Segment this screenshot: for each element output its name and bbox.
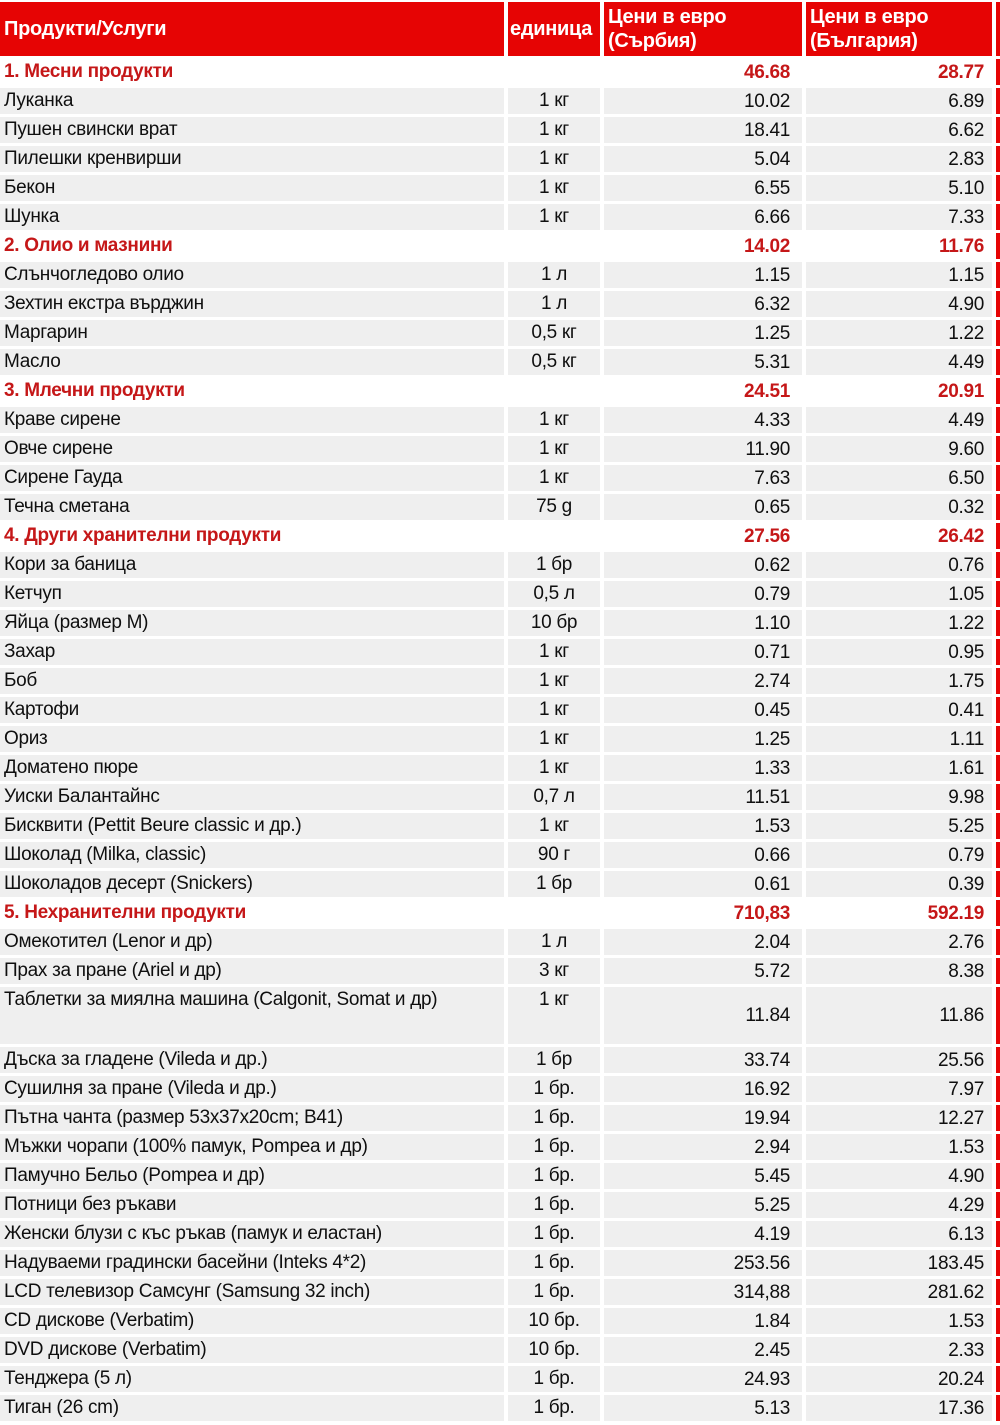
product-name-cell: Боб <box>0 668 504 694</box>
unit-cell: 1 бр. <box>508 1279 600 1305</box>
unit-cell: 1 кг <box>508 639 600 665</box>
price-serbia-cell: 0.65 <box>604 494 802 520</box>
right-edge-strip <box>996 581 1000 607</box>
product-name-cell: Пушен свински врат <box>0 117 504 143</box>
right-edge-strip <box>996 320 1000 346</box>
price-bulgaria-cell: 28.77 <box>806 59 992 85</box>
table-row <box>0 755 1000 781</box>
price-serbia-cell: 1.25 <box>604 320 802 346</box>
price-bulgaria-cell: 9.98 <box>806 784 992 810</box>
unit-cell: 1 кг <box>508 668 600 694</box>
right-edge-strip <box>996 233 1000 259</box>
right-edge-strip <box>996 929 1000 955</box>
unit-cell: 1 бр. <box>508 1395 600 1421</box>
right-edge-strip <box>996 146 1000 172</box>
price-serbia-cell: 5.25 <box>604 1192 802 1218</box>
product-name-cell: Масло <box>0 349 504 375</box>
right-edge-strip <box>996 1250 1000 1276</box>
table-row <box>0 465 1000 491</box>
price-bulgaria-cell: 1.05 <box>806 581 992 607</box>
price-bulgaria-cell: 4.90 <box>806 1163 992 1189</box>
table-row <box>0 697 1000 723</box>
price-bulgaria-cell: 281.62 <box>806 1279 992 1305</box>
table-row <box>0 581 1000 607</box>
unit-cell: 1 бр. <box>508 1192 600 1218</box>
unit-cell: 1 бр. <box>508 1250 600 1276</box>
unit-cell: 10 бр <box>508 610 600 636</box>
right-edge-strip <box>996 1337 1000 1363</box>
product-name-cell: Надуваеми градински басейни (Inteks 4*2) <box>0 1250 504 1276</box>
price-bulgaria-cell: 6.89 <box>806 88 992 114</box>
price-bulgaria-cell: 5.10 <box>806 175 992 201</box>
product-name-cell: Бекон <box>0 175 504 201</box>
product-name-cell: Течна сметана <box>0 494 504 520</box>
price-serbia-cell: 5.13 <box>604 1395 802 1421</box>
product-name-cell: Дъска за гладене (Vileda и др.) <box>0 1047 504 1073</box>
price-bulgaria-cell: 0.32 <box>806 494 992 520</box>
price-bulgaria-cell: 8.38 <box>806 958 992 984</box>
price-serbia-cell: 5.31 <box>604 349 802 375</box>
table-row <box>0 1047 1000 1073</box>
product-name-cell: 5. Нехранителни продукти <box>0 900 504 926</box>
product-name-cell: Потници без ръкави <box>0 1192 504 1218</box>
right-edge-strip <box>996 1163 1000 1189</box>
product-name-cell: Тиган (26 cm) <box>0 1395 504 1421</box>
price-serbia-cell: 4.19 <box>604 1221 802 1247</box>
table-row <box>0 784 1000 810</box>
right-edge-strip <box>996 1221 1000 1247</box>
table-row <box>0 146 1000 172</box>
price-serbia-cell: 1.10 <box>604 610 802 636</box>
table-row <box>0 1395 1000 1421</box>
product-name-cell: Захар <box>0 639 504 665</box>
header-unit-label: единица <box>510 18 593 40</box>
unit-cell: 1 бр. <box>508 1105 600 1131</box>
table-row <box>0 842 1000 868</box>
table-row <box>0 1134 1000 1160</box>
unit-cell: 1 кг <box>508 987 600 1044</box>
product-name-cell: Краве сирене <box>0 407 504 433</box>
table-row <box>0 1250 1000 1276</box>
unit-cell: 1 бр. <box>508 1076 600 1102</box>
product-name-cell: 1. Месни продукти <box>0 59 504 85</box>
table-row <box>0 1221 1000 1247</box>
unit-cell: 1 кг <box>508 88 600 114</box>
product-name-cell: 4. Други хранителни продукти <box>0 523 504 549</box>
unit-cell: 1 бр <box>508 552 600 578</box>
table-row <box>0 639 1000 665</box>
unit-cell: 0,5 кг <box>508 349 600 375</box>
price-bulgaria-cell: 7.33 <box>806 204 992 230</box>
section-row <box>0 233 1000 259</box>
price-serbia-cell: 6.32 <box>604 291 802 317</box>
right-edge-strip <box>996 1134 1000 1160</box>
unit-cell: 1 бр <box>508 1047 600 1073</box>
right-edge-strip <box>996 1076 1000 1102</box>
header-right-edge-strip <box>996 2 1000 56</box>
price-bulgaria-cell: 20.91 <box>806 378 992 404</box>
product-name-cell: Пътна чанта (размер 53x37x20cm; B41) <box>0 1105 504 1131</box>
product-name-cell: Доматено пюре <box>0 755 504 781</box>
product-name-cell: Пилешки кренвирши <box>0 146 504 172</box>
price-serbia-cell: 0.66 <box>604 842 802 868</box>
price-bulgaria-cell: 2.83 <box>806 146 992 172</box>
right-edge-strip <box>996 465 1000 491</box>
unit-cell <box>508 233 600 259</box>
product-name-cell: Таблетки за миялна машина (Calgonit, Somat и др) <box>0 987 504 1044</box>
right-edge-strip <box>996 59 1000 85</box>
price-serbia-cell: 6.66 <box>604 204 802 230</box>
price-bulgaria-cell: 4.49 <box>806 349 992 375</box>
right-edge-strip <box>996 639 1000 665</box>
price-serbia-cell: 0.61 <box>604 871 802 897</box>
price-serbia-cell: 2.74 <box>604 668 802 694</box>
price-bulgaria-cell: 1.15 <box>806 262 992 288</box>
unit-cell: 1 кг <box>508 204 600 230</box>
price-bulgaria-cell: 1.53 <box>806 1308 992 1334</box>
right-edge-strip <box>996 552 1000 578</box>
product-name-cell: 2. Олио и мазнини <box>0 233 504 259</box>
price-serbia-cell: 4.33 <box>604 407 802 433</box>
right-edge-strip <box>996 204 1000 230</box>
price-serbia-cell: 6.55 <box>604 175 802 201</box>
price-bulgaria-cell: 11.76 <box>806 233 992 259</box>
price-serbia-cell: 2.45 <box>604 1337 802 1363</box>
table-row <box>0 88 1000 114</box>
unit-cell <box>508 900 600 926</box>
product-name-cell: CD дискове (Verbatim) <box>0 1308 504 1334</box>
product-name-cell: Мъжки чорапи (100% памук, Pompea и др) <box>0 1134 504 1160</box>
price-bulgaria-cell: 1.75 <box>806 668 992 694</box>
price-bulgaria-cell: 0.79 <box>806 842 992 868</box>
price-bulgaria-cell: 183.45 <box>806 1250 992 1276</box>
table-row <box>0 1337 1000 1363</box>
unit-cell: 0,5 л <box>508 581 600 607</box>
product-name-cell: Бисквити (Pettit Beure classic и др.) <box>0 813 504 839</box>
price-bulgaria-cell: 1.22 <box>806 610 992 636</box>
table-row <box>0 1163 1000 1189</box>
price-serbia-cell: 253.56 <box>604 1250 802 1276</box>
header-bulgaria-column <box>806 2 992 56</box>
unit-cell: 1 кг <box>508 726 600 752</box>
product-name-cell: LCD телевизор Самсунг (Samsung 32 inch) <box>0 1279 504 1305</box>
table-row <box>0 813 1000 839</box>
price-serbia-cell: 2.04 <box>604 929 802 955</box>
right-edge-strip <box>996 1308 1000 1334</box>
price-bulgaria-cell: 1.22 <box>806 320 992 346</box>
right-edge-strip <box>996 610 1000 636</box>
header-unit-column <box>508 2 600 56</box>
table-row <box>0 349 1000 375</box>
product-name-cell: Ориз <box>0 726 504 752</box>
unit-cell: 1 кг <box>508 407 600 433</box>
table-row <box>0 958 1000 984</box>
right-edge-strip <box>996 175 1000 201</box>
unit-cell: 1 кг <box>508 697 600 723</box>
right-edge-strip <box>996 900 1000 926</box>
unit-cell: 1 л <box>508 929 600 955</box>
table-row <box>0 436 1000 462</box>
right-edge-strip <box>996 813 1000 839</box>
product-name-cell: Сирене Гауда <box>0 465 504 491</box>
section-row <box>0 59 1000 85</box>
price-bulgaria-cell: 1.53 <box>806 1134 992 1160</box>
price-serbia-cell: 2.94 <box>604 1134 802 1160</box>
table-row <box>0 407 1000 433</box>
price-bulgaria-cell: 0.41 <box>806 697 992 723</box>
price-serbia-cell: 0.79 <box>604 581 802 607</box>
price-bulgaria-cell: 20.24 <box>806 1366 992 1392</box>
unit-cell: 1 кг <box>508 175 600 201</box>
price-serbia-cell: 33.74 <box>604 1047 802 1073</box>
price-serbia-cell: 18.41 <box>604 117 802 143</box>
price-serbia-cell: 16.92 <box>604 1076 802 1102</box>
price-bulgaria-cell: 11.86 <box>806 987 992 1044</box>
right-edge-strip <box>996 262 1000 288</box>
price-serbia-cell: 27.56 <box>604 523 802 549</box>
right-edge-strip <box>996 378 1000 404</box>
price-bulgaria-cell: 1.11 <box>806 726 992 752</box>
price-serbia-cell: 11.51 <box>604 784 802 810</box>
table-row <box>0 1192 1000 1218</box>
price-serbia-cell: 7.63 <box>604 465 802 491</box>
product-name-cell: Кетчуп <box>0 581 504 607</box>
unit-cell: 1 л <box>508 291 600 317</box>
header-serbia-title: Цени в евро <box>608 6 727 28</box>
price-bulgaria-cell: 7.97 <box>806 1076 992 1102</box>
unit-cell: 1 кг <box>508 755 600 781</box>
right-edge-strip <box>996 1047 1000 1073</box>
price-serbia-cell: 1.84 <box>604 1308 802 1334</box>
price-serbia-cell: 5.72 <box>604 958 802 984</box>
right-edge-strip <box>996 523 1000 549</box>
unit-cell: 3 кг <box>508 958 600 984</box>
price-bulgaria-cell: 6.50 <box>806 465 992 491</box>
table-row <box>0 552 1000 578</box>
product-name-cell: Шоколадов десерт (Snickers) <box>0 871 504 897</box>
table-row <box>0 320 1000 346</box>
unit-cell: 1 кг <box>508 436 600 462</box>
product-name-cell: Зехтин екстра върджин <box>0 291 504 317</box>
price-bulgaria-cell: 0.95 <box>806 639 992 665</box>
section-row <box>0 523 1000 549</box>
unit-cell: 90 г <box>508 842 600 868</box>
right-edge-strip <box>996 117 1000 143</box>
right-edge-strip <box>996 842 1000 868</box>
table-row <box>0 1105 1000 1131</box>
price-bulgaria-cell: 1.61 <box>806 755 992 781</box>
product-name-cell: Маргарин <box>0 320 504 346</box>
price-bulgaria-cell: 2.33 <box>806 1337 992 1363</box>
header-bulgaria-title: Цени в евро <box>810 6 929 28</box>
table-row <box>0 726 1000 752</box>
unit-cell <box>508 59 600 85</box>
table-row <box>0 291 1000 317</box>
header-bulgaria-subtitle: (България) <box>810 30 918 52</box>
price-serbia-cell: 24.93 <box>604 1366 802 1392</box>
table-row <box>0 1308 1000 1334</box>
price-bulgaria-cell: 0.76 <box>806 552 992 578</box>
price-serbia-cell: 1.53 <box>604 813 802 839</box>
unit-cell: 1 кг <box>508 813 600 839</box>
product-name-cell: Шунка <box>0 204 504 230</box>
price-serbia-cell: 314,88 <box>604 1279 802 1305</box>
right-edge-strip <box>996 697 1000 723</box>
table-row <box>0 987 1000 1044</box>
price-bulgaria-cell: 9.60 <box>806 436 992 462</box>
right-edge-strip <box>996 755 1000 781</box>
product-name-cell: Тенджера (5 л) <box>0 1366 504 1392</box>
header-serbia-column <box>604 2 802 56</box>
price-serbia-cell: 46.68 <box>604 59 802 85</box>
table-row <box>0 610 1000 636</box>
product-name-cell: Омекотител (Lenor и др) <box>0 929 504 955</box>
table-row <box>0 175 1000 201</box>
product-name-cell: Яйца (размер М) <box>0 610 504 636</box>
price-bulgaria-cell: 17.36 <box>806 1395 992 1421</box>
price-serbia-cell: 10.02 <box>604 88 802 114</box>
table-row <box>0 262 1000 288</box>
right-edge-strip <box>996 291 1000 317</box>
unit-cell: 1 кг <box>508 146 600 172</box>
right-edge-strip <box>996 871 1000 897</box>
right-edge-strip <box>996 349 1000 375</box>
product-name-cell: Памучно Бельо (Pompea и др) <box>0 1163 504 1189</box>
price-serbia-cell: 11.90 <box>604 436 802 462</box>
unit-cell: 1 л <box>508 262 600 288</box>
table-row <box>0 1366 1000 1392</box>
table-row <box>0 871 1000 897</box>
unit-cell: 0,7 л <box>508 784 600 810</box>
right-edge-strip <box>996 436 1000 462</box>
table-body <box>0 59 1000 1421</box>
right-edge-strip <box>996 1279 1000 1305</box>
price-serbia-cell: 24.51 <box>604 378 802 404</box>
table-row <box>0 494 1000 520</box>
product-name-cell: DVD дискове (Verbatim) <box>0 1337 504 1363</box>
price-serbia-cell: 19.94 <box>604 1105 802 1131</box>
right-edge-strip <box>996 407 1000 433</box>
unit-cell: 10 бр. <box>508 1308 600 1334</box>
right-edge-strip <box>996 1366 1000 1392</box>
right-edge-strip <box>996 958 1000 984</box>
right-edge-strip <box>996 1192 1000 1218</box>
right-edge-strip <box>996 726 1000 752</box>
product-name-cell: Прах за пране (Ariel и др) <box>0 958 504 984</box>
product-name-cell: Картофи <box>0 697 504 723</box>
price-serbia-cell: 5.04 <box>604 146 802 172</box>
product-name-cell: Женски блузи с къс ръкав (памук и еластан) <box>0 1221 504 1247</box>
unit-cell: 1 кг <box>508 465 600 491</box>
product-name-cell: Уиски Балантайнс <box>0 784 504 810</box>
section-row <box>0 378 1000 404</box>
right-edge-strip <box>996 1105 1000 1131</box>
price-serbia-cell: 0.71 <box>604 639 802 665</box>
table-row <box>0 668 1000 694</box>
right-edge-strip <box>996 494 1000 520</box>
product-name-cell: Шоколад (Milka, classic) <box>0 842 504 868</box>
header-products-column <box>0 2 504 56</box>
header-serbia-subtitle: (Сърбия) <box>608 30 697 52</box>
unit-cell: 1 кг <box>508 117 600 143</box>
table-row <box>0 1076 1000 1102</box>
price-bulgaria-cell: 6.62 <box>806 117 992 143</box>
price-serbia-cell: 1.25 <box>604 726 802 752</box>
table-header-row <box>0 2 1000 56</box>
price-serbia-cell: 1.33 <box>604 755 802 781</box>
price-bulgaria-cell: 5.25 <box>806 813 992 839</box>
price-serbia-cell: 0.62 <box>604 552 802 578</box>
unit-cell <box>508 378 600 404</box>
right-edge-strip <box>996 784 1000 810</box>
product-name-cell: 3. Млечни продукти <box>0 378 504 404</box>
unit-cell: 1 бр. <box>508 1366 600 1392</box>
price-bulgaria-cell: 26.42 <box>806 523 992 549</box>
price-bulgaria-cell: 2.76 <box>806 929 992 955</box>
product-name-cell: Кори за баница <box>0 552 504 578</box>
right-edge-strip <box>996 668 1000 694</box>
unit-cell: 10 бр. <box>508 1337 600 1363</box>
unit-cell: 75 g <box>508 494 600 520</box>
right-edge-strip <box>996 88 1000 114</box>
price-serbia-cell: 11.84 <box>604 987 802 1044</box>
price-serbia-cell: 710,83 <box>604 900 802 926</box>
unit-cell: 1 бр. <box>508 1163 600 1189</box>
price-serbia-cell: 14.02 <box>604 233 802 259</box>
unit-cell <box>508 523 600 549</box>
price-serbia-cell: 0.45 <box>604 697 802 723</box>
section-row <box>0 900 1000 926</box>
price-serbia-cell: 1.15 <box>604 262 802 288</box>
price-bulgaria-cell: 12.27 <box>806 1105 992 1131</box>
price-bulgaria-cell: 25.56 <box>806 1047 992 1073</box>
table-row <box>0 204 1000 230</box>
right-edge-strip <box>996 987 1000 1044</box>
unit-cell: 0,5 кг <box>508 320 600 346</box>
product-name-cell: Сушилня за пране (Vileda и др.) <box>0 1076 504 1102</box>
product-name-cell: Слънчогледово олио <box>0 262 504 288</box>
product-name-cell: Луканка <box>0 88 504 114</box>
price-bulgaria-cell: 4.90 <box>806 291 992 317</box>
unit-cell: 1 бр. <box>508 1134 600 1160</box>
price-bulgaria-cell: 4.29 <box>806 1192 992 1218</box>
price-bulgaria-cell: 6.13 <box>806 1221 992 1247</box>
price-bulgaria-cell: 592.19 <box>806 900 992 926</box>
table-row <box>0 1279 1000 1305</box>
price-bulgaria-cell: 0.39 <box>806 871 992 897</box>
unit-cell: 1 бр <box>508 871 600 897</box>
unit-cell: 1 бр. <box>508 1221 600 1247</box>
product-name-cell: Овче сирене <box>0 436 504 462</box>
price-serbia-cell: 5.45 <box>604 1163 802 1189</box>
right-edge-strip <box>996 1395 1000 1421</box>
table-row <box>0 929 1000 955</box>
price-bulgaria-cell: 4.49 <box>806 407 992 433</box>
header-products-label: Продукти/Услуги <box>4 18 167 40</box>
table-row <box>0 117 1000 143</box>
